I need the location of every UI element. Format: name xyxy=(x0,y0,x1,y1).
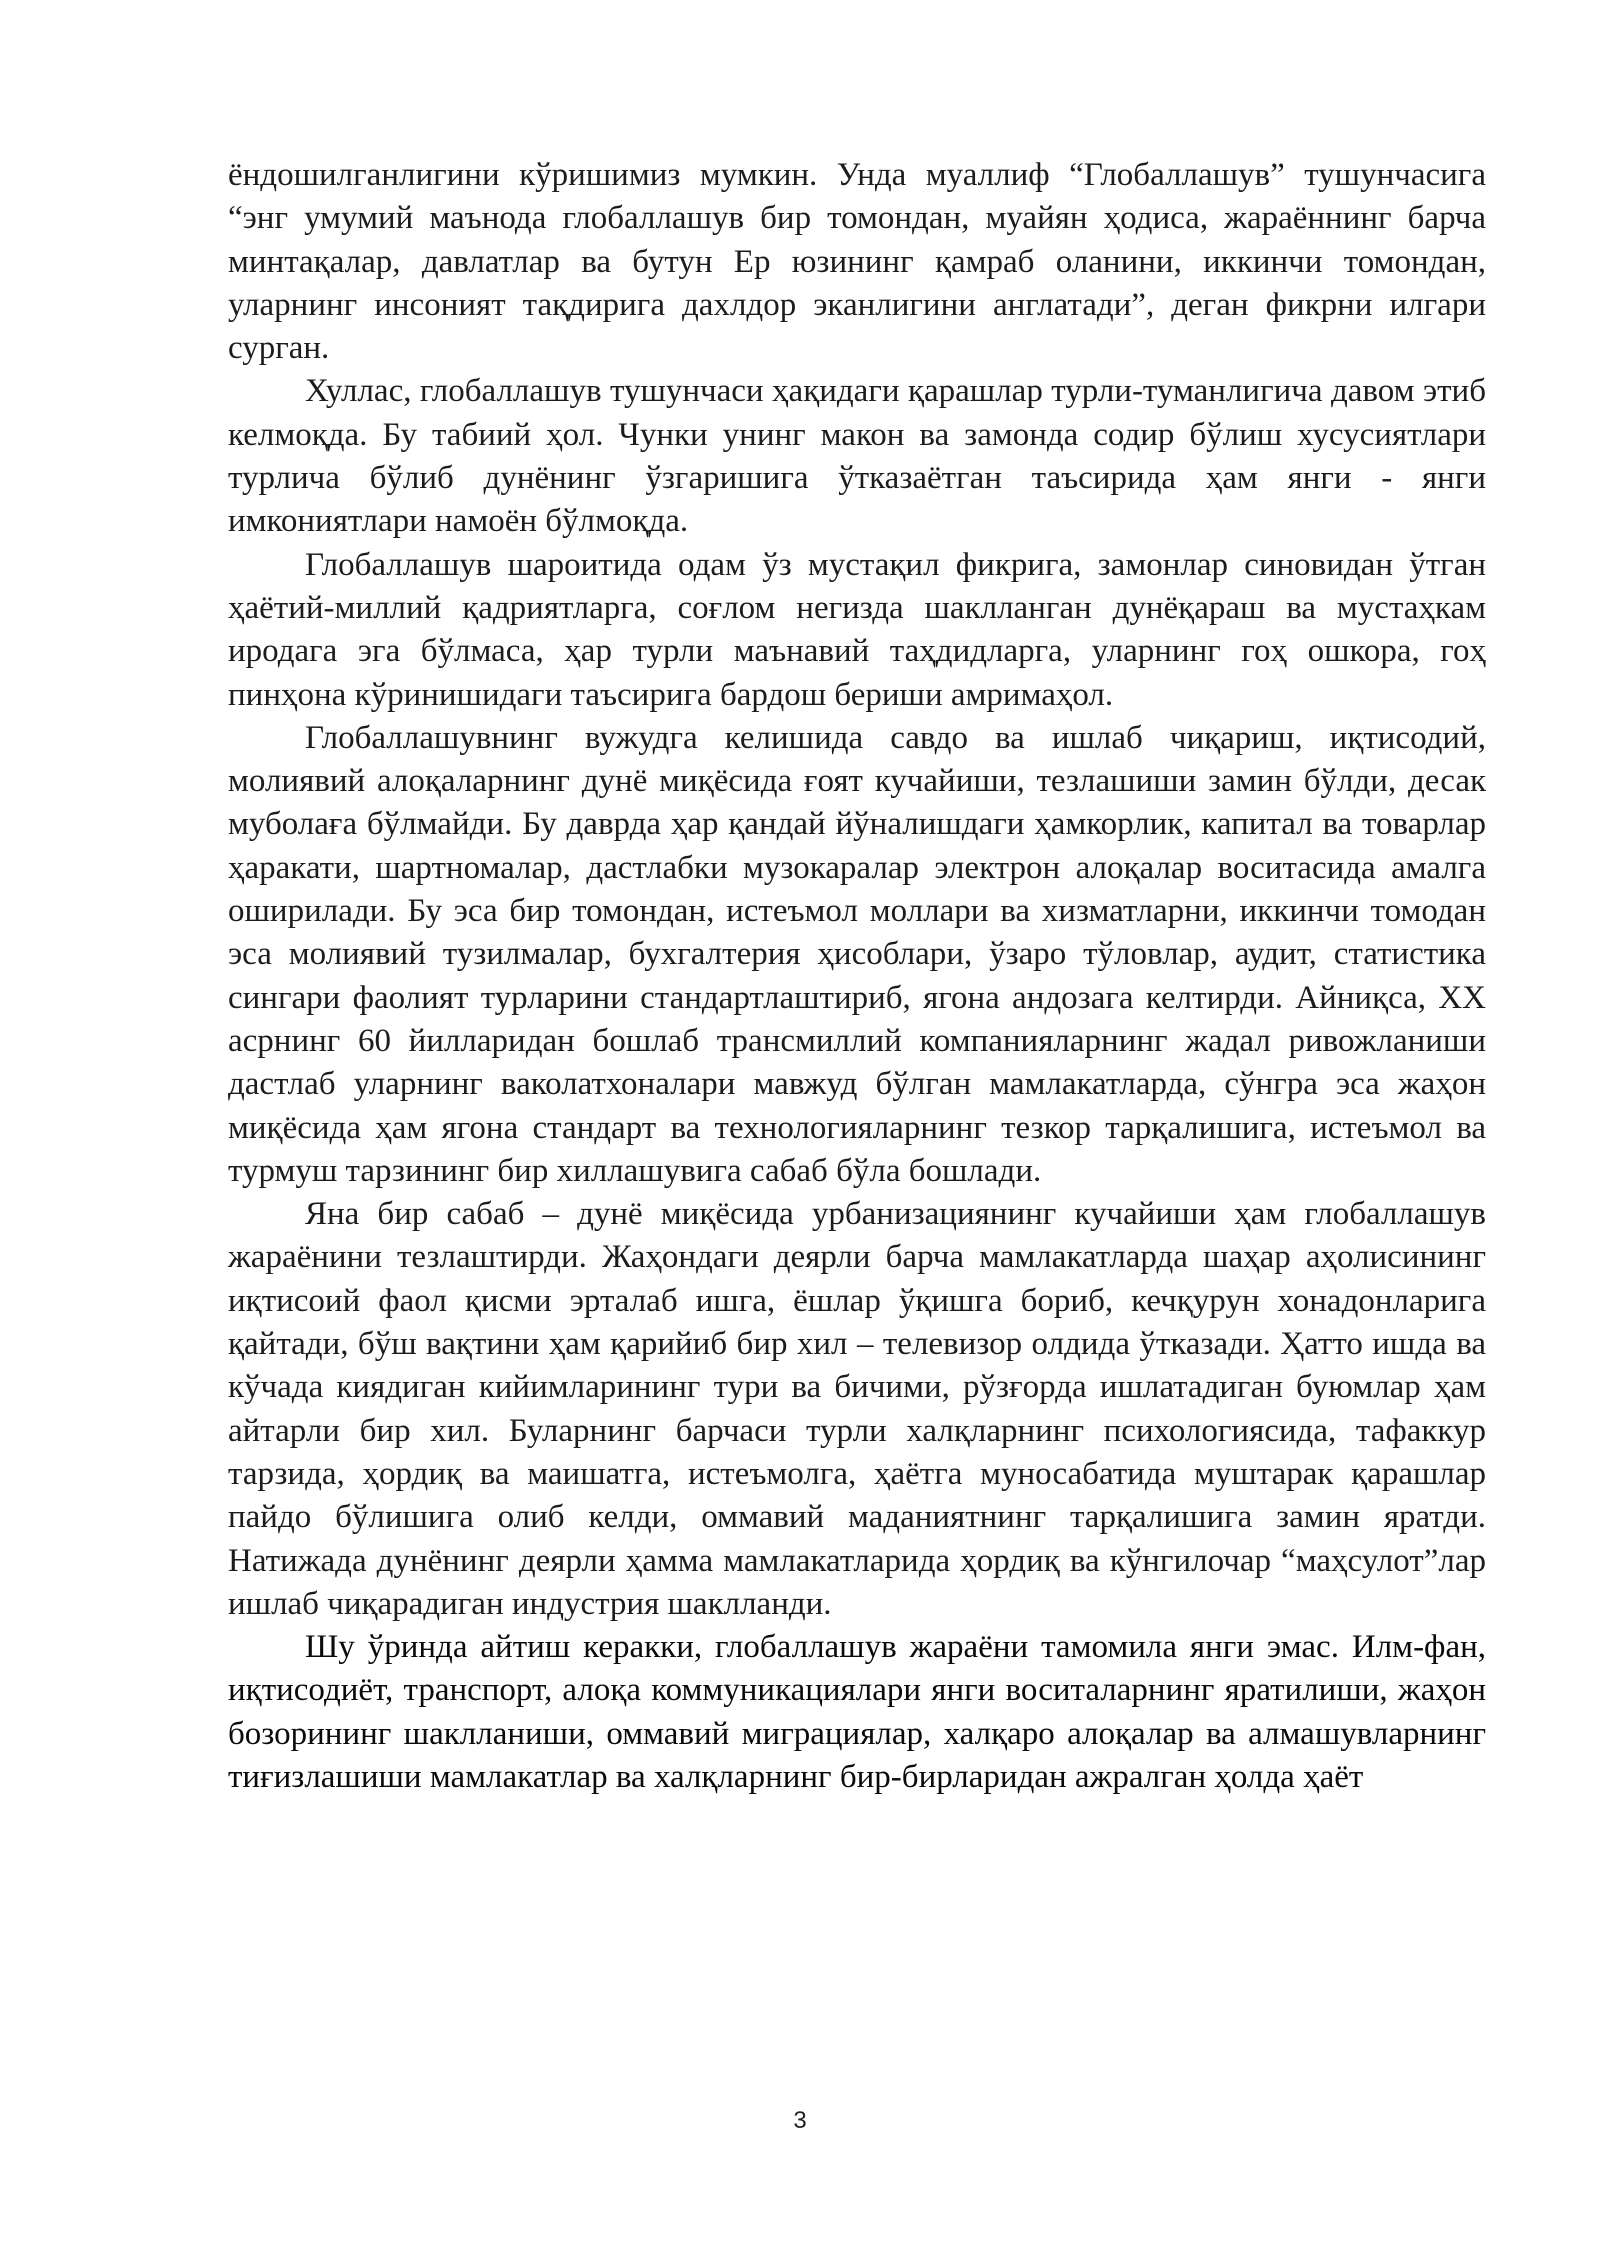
paragraph-5: Яна бир сабаб – дунё миқёсида урбанизациянинг кучайиши ҳам глобаллашув жараёнини тезлаштирди. Жаҳондаги деярли барча мамлакатларда шаҳар аҳолисининг иқтисоий фаол қисми эрталаб ишга, ёшлар ўқишга бориб, кечқурун хонадонларига қайтади, бўш вақтини ҳам қарийиб бир хил – телевизор олдида ўтказади. Ҳатто ишда ва кўчада киядиган кийимларининг тури ва бичими, рўзғорда ишлатадиган буюмлар ҳам айтарли бир хил. Буларнинг барчаси турли халқларнинг психологиясида, тафаккур тарзида, ҳордиқ ва маишатга, истеъмолга, ҳаётга муносабатида муштарак қарашлар пайдо бўлишига олиб келди, оммавий маданиятнинг тарқалишига замин яратди. Натижада дунёнинг деярли ҳамма мамлакатларида ҳордиқ ва кўнгилочар “маҳсулот”лар ишлаб чиқарадиган индустрия шаклланди. xyxy=(228,1196,1486,1622)
document-body xyxy=(228,154,1486,1799)
paragraph-6: Шу ўринда айтиш керакки, глобаллашув жараёни тамомила янги эмас. Илм-фан, иқтисодиёт, транспорт, алоқа коммуникациялари янги воситаларнинг яратилиши, жаҳон бозорининг шаклланиши, оммавий миграциялар, халқаро алоқалар ва алмашувларнинг тиғизлашиши мамлакатлар ва халқларнинг бир-бирларидан ажралган ҳолда ҳаёт xyxy=(228,1629,1486,1795)
paragraph-2: Хуллас, глобаллашув тушунчаси ҳақидаги қарашлар турли-туманлигича давом этиб келмоқда. Бу табиий ҳол. Чунки унинг макон ва замонда содир бўлиш хусусиятлари турлича бўлиб дунёнинг ўзгаришига ўтказаётган таъсирида ҳам янги - янги имкониятлари намоён бўлмоқда. xyxy=(228,373,1486,540)
paragraph-1: ёндошилганлигини кўришимиз мумкин. Унда муаллиф “Глобаллашув” тушунчасига “энг умумий маънода глобаллашув бир томондан, муайян ҳодиса, жараённинг барча минтақалар, давлатлар ва бутун Ер юзининг қамраб оланини, иккинчи томондан, уларнинг инсоният тақдирига дахлдор эканлигини англатади”, деган фикрни илгари сурган. xyxy=(228,157,1486,367)
paragraph-4: Глобаллашувнинг вужудга келишида савдо ва ишлаб чиқариш, иқтисодий, молиявий алоқаларнинг дунё миқёсида ғоят кучайиши, тезлашиши замин бўлди, десак муболаға бўлмайди. Бу даврда ҳар қандай йўналишдаги ҳамкорлик, капитал ва товарлар ҳаракати, шартномалар, дастлабки музокаралар электрон алоқалар воситасида амалга оширилади. Бу эса бир томондан, истеъмол моллари ва хизматларни, иккинчи томодан эса молиявий тузилмалар, бухгалтерия ҳисоблари, ўзаро тўловлар, аудит, статистика сингари фаолият турларини стандартлаштириб, ягона андозага келтирди. Айниқса, XX асрнинг 60 йилларидан бошлаб трансмиллий компанияларнинг жадал ривожланиши дастлаб уларнинг ваколатхоналари мавжуд бўлган мамлакатларда, сўнгра эса жаҳон миқёсида ҳам ягона стандарт ва технологияларнинг тезкор тарқалишига, истеъмол ва турмуш тарзининг бир хиллашувига сабаб бўла бошлади. xyxy=(228,719,1486,1189)
page-number: 3 xyxy=(793,2107,807,2134)
paragraph-3: Глобаллашув шароитида одам ўз мустақил фикрига, замонлар синовидан ўтган ҳаётий-миллий қадриятларга, соғлом негизда шаклланган дунёқараш ва мустаҳкам иродага эга бўлмаса, ҳар турли маънавий таҳдидларга, уларнинг гоҳ ошкора, гоҳ пинҳона кўринишидаги таъсирига бардош бериши амримаҳол. xyxy=(228,546,1486,713)
